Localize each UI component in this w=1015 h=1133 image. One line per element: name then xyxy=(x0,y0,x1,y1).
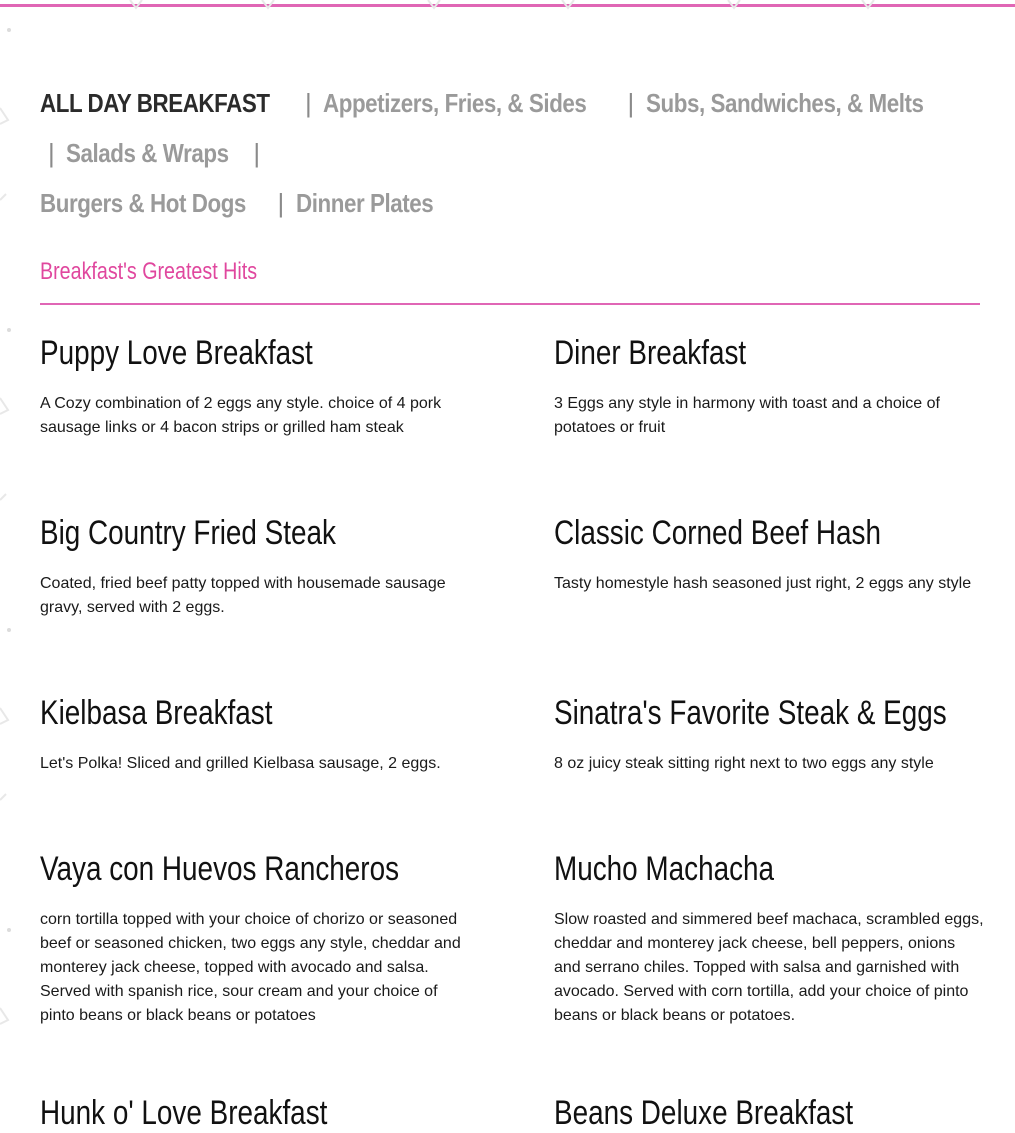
menu-item-description: A Cozy combination of 2 eggs any style. choice of 4 pork sausage links or 4 bacon strips or grilled ham steak xyxy=(40,395,442,436)
menu-item-name: Vaya con Huevos Rancheros xyxy=(40,850,400,888)
menu-item-description: 3 Eggs any style in harmony with toast and a choice of potatoes or fruit xyxy=(554,395,940,436)
menu-item-name: Hunk o' Love Breakfast xyxy=(40,1094,328,1132)
menu-item-description: Slow roasted and simmered beef machaca, scrambled eggs, cheddar and monterey jack cheese, bell peppers, onions and serrano chiles. Topped with salsa and garnished with avocado. Served with corn tortilla, add your choice of pinto beans or black beans or potatoes. xyxy=(554,911,984,1024)
nav-salads-wraps[interactable]: Salads & Wraps xyxy=(66,138,229,168)
menu-item-name: Diner Breakfast xyxy=(554,334,747,372)
menu-item-description: Coated, fried beef patty topped with housemade sausage gravy, served with 2 eggs. xyxy=(40,575,446,616)
menu-item xyxy=(554,849,984,1028)
menu-item xyxy=(554,693,984,776)
menu-item xyxy=(554,1093,984,1133)
menu-item-description: Tasty homestyle hash seasoned just right, 2 eggs any style xyxy=(554,575,972,592)
menu-item-name: Sinatra's Favorite Steak & Eggs xyxy=(554,694,947,732)
nav-subs-sandwiches-melts[interactable]: Subs, Sandwiches, & Melts xyxy=(645,88,924,118)
nav-all-day-breakfast[interactable]: ALL DAY BREAKFAST xyxy=(40,88,270,118)
menu-item-description: corn tortilla topped with your choice of chorizo or seasoned beef or seasoned chicken, two eggs any style, cheddar and monterey jack cheese, topped with avocado and salsa. Served with spanish rice, sour cream and your choice of pinto beans or black beans or potatoes xyxy=(40,911,461,1024)
menu-item xyxy=(40,333,470,440)
menu-item xyxy=(40,1093,470,1133)
menu-item-name: Beans Deluxe Breakfast xyxy=(554,1094,854,1132)
menu-item xyxy=(40,693,470,776)
category-nav xyxy=(40,78,980,228)
nav-separator: | xyxy=(253,138,260,168)
menu-item-name: Puppy Love Breakfast xyxy=(40,334,313,372)
menu-item xyxy=(554,513,984,596)
menu-item xyxy=(40,513,470,620)
menu-item xyxy=(554,333,984,440)
nav-separator: | xyxy=(48,138,55,168)
nav-separator: | xyxy=(277,188,284,218)
nav-separator: | xyxy=(627,88,634,118)
menu-item xyxy=(40,849,470,1028)
nav-separator: | xyxy=(304,88,312,118)
menu-item-name: Big Country Fried Steak xyxy=(40,514,336,552)
menu-item-name: Kielbasa Breakfast xyxy=(40,694,273,732)
nav-appetizers-fries-sides[interactable]: Appetizers, Fries, & Sides xyxy=(323,88,587,118)
section-title: Breakfast's Greatest Hits xyxy=(40,258,258,285)
nav-dinner-plates[interactable]: Dinner Plates xyxy=(295,188,434,218)
menu-item-description: 8 oz juicy steak sitting right next to two eggs any style xyxy=(554,755,934,772)
menu-item-name: Mucho Machacha xyxy=(554,850,775,888)
menu-item-description: Let's Polka! Sliced and grilled Kielbasa sausage, 2 eggs. xyxy=(40,755,441,772)
section-divider xyxy=(40,303,980,305)
menu-item-name: Classic Corned Beef Hash xyxy=(554,514,881,552)
nav-burgers-hot-dogs[interactable]: Burgers & Hot Dogs xyxy=(40,188,246,218)
top-accent-bar xyxy=(0,4,1015,7)
